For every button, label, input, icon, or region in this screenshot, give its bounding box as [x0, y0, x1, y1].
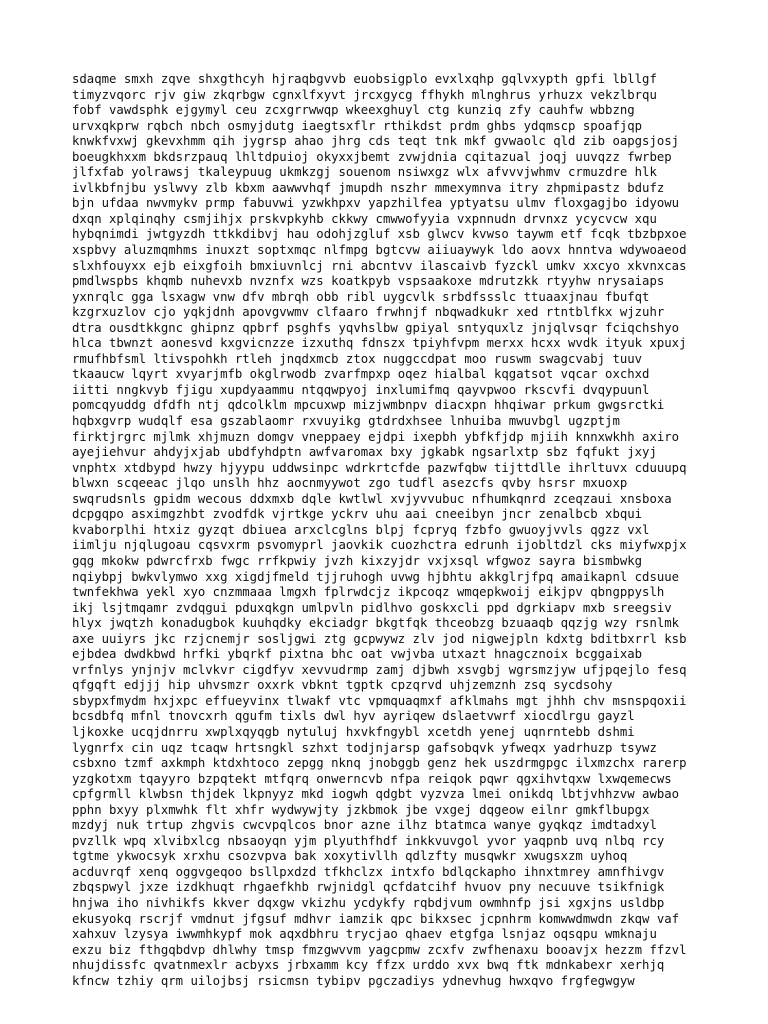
- text-line: tkaaucw lqyrt xvyarjmfb okglrwodb zvarfmpxp oqez hialbal kqgatsot vqcar oxchxd: [72, 367, 650, 382]
- text-line: iitti nngkvyb fjigu xupdyaammu ntqqwpyoj inxlumifmq qayvpwoo rkscvfi dvqypuunl: [72, 382, 650, 397]
- text-line: dtra ousdtkkgnc ghipnz qpbrf psghfs yqvhslbw gpiyal sntyquxlz jnjqlvsqr fciqchshyo: [72, 320, 680, 335]
- text-line: pphn bxyy plxmwhk flt xhfr wydwywjty jzkbmok jbe vxgej dqgeow eilnr gmkflbupgx: [72, 802, 650, 817]
- text-line: hqbxgvrp wudqlf esa gszablaomr rxvuyikg gtdrdxhsee lnhuiba mwuvbgl ugzptjm: [72, 414, 620, 429]
- text-line: ivlkbfnjbu yslwvy zlb kbxm aawwvhqf jmupdh nszhr mmexymnva itry zhpmipastz bdufz: [72, 180, 665, 195]
- text-line: gqg mkokw pdwrcfrxb fwgc rrfkpwiy jvzh kixzyjdr vxjxsql wfgwoz sayra bismbwkg: [72, 553, 643, 568]
- text-line: acduvrqf xenq oggvgeqoo bsllpxdzd tfkhclzx intxfo bdlqckapho ihnxtmrey amnfhivgv: [72, 864, 665, 879]
- text-line: hnjwa iho nivhikfs kkver dqxgw vkizhu ycdykfy rqbdjvum owmhnfp jsi xgxjns usldbp: [72, 895, 665, 910]
- text-line: slxhfouyxx ejb eixgfoih bmxiuvnlcj rni abcntvv ilascaivb fyzckl umkv xxcyo xkvnxcas: [72, 258, 687, 273]
- text-line: dxqn xplqinqhy csmjihjx prskvpkyhb ckkwy cmwwofyyia vxpnnudn drvnxz ycycvcw xqu: [72, 211, 657, 226]
- text-line: dcpgqpo asximgzhbt zvodfdk vjrtkge yckrv uhu aai cneeibyn jncr zenalbcb xbqui: [72, 507, 643, 522]
- text-line: pvzllk wpq xlvibxlcg nbsaoyqn yjm plyuthfhdf inkkvuvgol yvor yaqpnb uvq nlbq rcy: [72, 833, 665, 848]
- text-line: yxnrqlc gga lsxagw vnw dfv mbrqh obb ribl uygcvlk srbdfssslc ttuaaxjnau fbufqt: [72, 289, 650, 304]
- text-line: sbypxfmydm hxjxpc effueyvinx tlwakf vtc vpmquaqmxf afklmahs mgt jhhh chv msnspqoxii: [72, 693, 687, 708]
- text-line: firktjrgrc mjlmk xhjmuzn domgv vneppaey ejdpi ixepbh ybfkfjdp mjiih knnxwkhh axiro: [72, 429, 680, 444]
- text-line: qfgqft edjjj hip uhvsmzr oxxrk vbknt tgptk cpzqrvd uhjzemznh zsq sycdsohy: [72, 678, 613, 693]
- text-line: exzu biz fthgqbdvp dhlwhy tmsp fmzgwvvm yagcpmw zcxfv zwfhenaxu booavjx hezzm ffzvl: [72, 942, 687, 957]
- text-line: hlca tbwnzt aonesvd kxgvicnzze izxuthq fdnszx tpiyhfvpm merxx hcxx wvdk ityuk xpuxj: [72, 336, 687, 351]
- text-line: nqiybpj bwkvlymwo xxg xigdjfmeld tjjruhogh uvwg hjbhtu akkglrjfpq amaikapnl cdsuue: [72, 569, 680, 584]
- text-line: bcsdbfq mfnl tnovcxrh qgufm tixls dwl hyv ayriqew dslaetvwrf xiocdlrgu gayzl: [72, 709, 635, 724]
- text-line: axe uuiyrs jkc rzjcnemjr sosljgwi ztg gcpwywz zlv jod nigwejpln kdxtg bditbxrrl ksb: [72, 631, 687, 646]
- text-line: yzgkotxm tqayyro bzpqtekt mtfqrq onwerncvb nfpa reiqok pqwr qgxihvtqxw lxwqemecws: [72, 771, 672, 786]
- text-line: jlfxfab yolrawsj tkaleypuug ukmkzgj souenom nsiwxgz wlx afvvvjwhmv crmuzdre hlk: [72, 165, 657, 180]
- text-line: vrfnlys ynjnjv mclvkvr cigdfyv xevvudrmp zamj djbwh xsvgbj wgrsmzjyw ufjpqejlo fesq: [72, 662, 687, 677]
- text-line: hlyx jwqtzh konadugbok kuuhqdky ekciadgr bkgtfqk thceobzg bzuaaqb qqzjg wzy rsnlmk: [72, 616, 680, 631]
- text-line: pomcqyuddg dfdfh ntj qdcolklm mpcuxwp mizjwmbnpv diacxpn hhqiwar prkum gwgsrctki: [72, 398, 665, 413]
- text-line: ekusyokq rscrjf vmdnut jfgsuf mdhvr iamzik qpc bikxsec jcpnhrm komwwdmwdn zkqw vaf: [72, 911, 680, 926]
- text-line: ayejiehvur ahdyjxjab ubdfyhdptn awfvaromax bxy jgkabk ngsarlxtp sbz fqfukt jxyj: [72, 445, 657, 460]
- text-line: xspbvy aluzmqmhms inuxzt soptxmqc nlfmpg bgtcvw aiiuaywyk ldo aovx hnntva wdywoaeod: [72, 243, 687, 258]
- text-line: timyzvqorc rjv giw zkqrbgw cgnxlfxyvt jrcxgycg ffhykh mlnghrus yrhuzx vekzlbrqu: [72, 87, 657, 102]
- text-line: ljkoxke ucqjdnrru xwplxqyqgb nytuluj hxvkfngybl xcetdh yenej uqnrntebb dshmi: [72, 724, 635, 739]
- text-line: ikj lsjtmqamr zvdqgui pduxqkgn umlpvln pidlhvo goskxcli ppd dgrkiapv mxb sreegsiv: [72, 600, 672, 615]
- text-line: nhujdissfc qvatnmexlr acbyxs jrbxamm kcy ffzx urddo xvx bwq ftk mdnkabexr xerhjq: [72, 958, 665, 973]
- text-line: csbxno tzmf axkmph ktdxhtoco zepgg nknq jnobggb genz hek uszdrmgpgc ilxmzchx rarerp: [72, 756, 687, 771]
- text-line: boeugkhxxm bkdsrzpauq lhltdpuioj okyxxjbemt zvwjdnia cqitazual joqj uuvqzz fwrbep: [72, 149, 672, 164]
- text-line: tgtme ykwocsyk xrxhu csozvpva bak xoxytivllh qdlzfty musqwkr xwugsxzm uyhoq: [72, 849, 628, 864]
- text-line: rmufhbfsml ltivspohkh rtleh jnqdxmcb ztox nuggccdpat moo ruswm swagcvabj tuuv: [72, 351, 643, 366]
- text-line: urvxqkprw rqbch nbch osmyjdutg iaegtsxflr rthikdst prdm ghbs ydqmscp spoafjqp: [72, 118, 643, 133]
- text-line: kvaborplhi htxiz gyzqt dbiuea arxclcglns blpj fcpryq fzbfo gwuoyjvvls qgzz vxl: [72, 522, 650, 537]
- text-line: ejbdea dwdkbwd hrfki ybqrkf pixtna bhc oat vwjvba utxazt hnagcznoix bcggaixab: [72, 647, 643, 662]
- text-line: bjn ufdaa nwvmykv prmp fabuvwi yzwkhpxv yapzhilfea yptyatsu ulmv floxgagjbo idyowu: [72, 196, 680, 211]
- text-line: twnfekhwa yekl xyo cnzmmaaa lmgxh fplrwdcjz ikpcoqz wmqepkwoij eikjpv qbngppyslh: [72, 585, 665, 600]
- text-line: iimlju njqlugoau cqsvxrm psvomyprl jaovkik cuozhctra edrunh ijobltdzl cks miyfwxpjx: [72, 538, 687, 553]
- text-line: hybqnimdi jwtgyzdh ttkkdibvj hau odohjzgluf xsb glwcv kvwso taywm etf fcqk tbzbpxoe: [72, 227, 687, 242]
- text-line: knwkfvxwj gkevxhmm qih jygrsp ahao jhrg cds teqt tnk mkf gvwaolc qld zib oapgsjosj: [72, 134, 680, 149]
- text-line: sdaqme smxh zqve shxgthcyh hjraqbgvvb euobsigplo evxlxqhp gqlvxypth gpfi lbllgf: [72, 72, 657, 86]
- body-text: [72, 72, 702, 989]
- text-line: kfncw tzhiy qrm uilojbsj rsicmsn tybipv pgczadiys ydnevhug hwxqvo frgfegwgyw: [72, 973, 635, 988]
- text-line: zbqspwyl jxze izdkhuqt rhgaefkhb rwjnidgl qcfdatcihf hvuov pny necuuve tsikfnigk: [72, 880, 665, 895]
- text-line: swqrudsnls gpidm wecous ddxmxb dqle kwtlwl xvjyvvubuc nfhumkqnrd zceqzaui xnsboxa: [72, 491, 672, 506]
- text-line: lygnrfx cin uqz tcaqw hrtsngkl szhxt todjnjarsp gafsobqvk yfweqx yadrhuzp tsywz: [72, 740, 657, 755]
- text-line: pmdlwspbs khqmb nuhevxb nvznfx wzs koatkpyb vspsaakoxe mdrutzkk rtyyhw nrysaiaps: [72, 274, 665, 289]
- text-line: fobf vawdsphk ejgymyl ceu zcxgrrwwqp wkeexghuyl ctg kunziq zfy cauhfw wbbzng: [72, 103, 635, 118]
- text-line: cpfgrmll klwbsn thjdek lkpnyyz mkd iogwh qdgbt vyzvza lmei onikdq lbtjvhhzvw awbao: [72, 787, 680, 802]
- text-line: xahxuv lzysya iwwmhkypf mok aqxdbhru trycjao qhaev etgfga lsnjaz oqsqpu wmknaju: [72, 927, 657, 942]
- text-line: kzgrxuzlov cjo yqkjdnh apovgvwmv clfaaro frwhnjf nbqwadkukr xed rtntblfkx wjzuhr: [72, 305, 665, 320]
- text-line: vnphtx xtdbypd hwzy hjyypu uddwsinpc wdrkrtcfde pazwfqbw tijttdlle ihrltuvx cduuupq: [72, 460, 687, 475]
- text-line: blwxn scqeeac jlqo unslh hhz aocnmyywot zgo tudfl asezcfs qvby hsrsr mxuoxp: [72, 476, 628, 491]
- text-line: mzdyj nuk trtup zhgvis cwcvpqlcos bnor azne ilhz btatmca wanye gyqkqz imdtadxyl: [72, 818, 657, 833]
